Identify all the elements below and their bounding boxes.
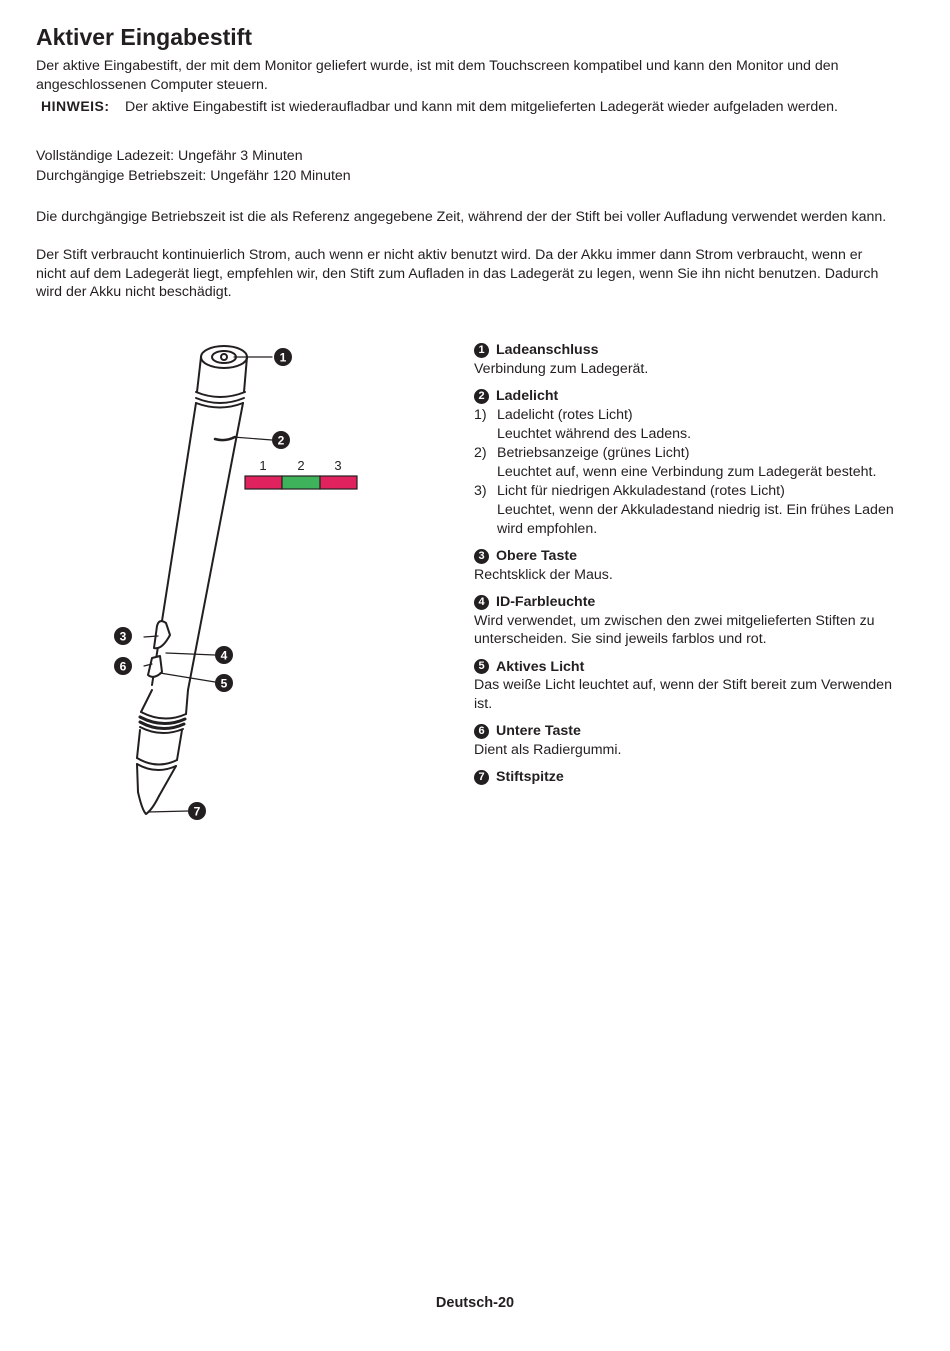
callout-7-label: 7 xyxy=(193,804,201,819)
legend-item-charge-light xyxy=(474,387,894,538)
upper-button xyxy=(154,621,170,648)
indicator-label-2: 2 xyxy=(297,458,305,473)
sub-item-label: Ladelicht (rotes Licht) xyxy=(497,406,633,423)
note-label: HINWEIS: xyxy=(41,98,110,114)
sub-item-label: Licht für niedrigen Akkuladestand (rotes Licht) xyxy=(497,482,785,499)
callout-5-label: 5 xyxy=(220,676,228,691)
light-indicator xyxy=(245,458,357,489)
callout-3-label: 3 xyxy=(119,629,127,644)
sub-item-label: Betriebsanzeige (grünes Licht) xyxy=(497,444,690,461)
callout-2 xyxy=(272,431,290,449)
charge-time: Vollständige Ladezeit: Ungefähr 3 Minuten xyxy=(36,148,303,164)
pen-barrel xyxy=(152,403,243,690)
callout-6-label: 6 xyxy=(119,659,127,674)
legend-number-3: 3 xyxy=(474,549,489,564)
legend-desc-4: Wird verwendet, um zwischen den zwei mitgelieferten Stiften zu unterscheiden. Sie sind jeweils farblos und rot. xyxy=(474,612,875,647)
callout-7 xyxy=(188,802,206,820)
run-time: Durchgängige Betriebszeit: Ungefähr 120 Minuten xyxy=(36,168,351,184)
legend-title-3: Obere Taste xyxy=(496,548,577,564)
legend-item-active-light xyxy=(474,658,894,714)
callout-4-label: 4 xyxy=(220,648,228,663)
callout-3 xyxy=(114,627,132,645)
sub-item-desc: Leuchtet während des Ladens. xyxy=(497,426,692,442)
indicator-label-3: 3 xyxy=(334,458,342,473)
sub-item xyxy=(474,482,894,539)
note-text: Der aktive Eingabestift ist wiederaufladbar und kann mit dem mitgelieferten Ladegerät wieder aufgeladen werden. xyxy=(125,99,838,115)
legend-number-7: 7 xyxy=(474,770,489,785)
sub-item xyxy=(474,406,894,444)
sub-item-number: 2) xyxy=(474,444,487,461)
indicator-segment-1 xyxy=(245,476,282,489)
runtime-paragraph: Die durchgängige Betriebszeit ist die als Referenz angegebene Zeit, während der der Stift bei voller Aufladung verwendet werden kann. xyxy=(36,209,887,225)
legend-title-2: Ladelicht xyxy=(496,388,559,404)
legend-desc-6: Dient als Radiergummi. xyxy=(474,741,622,758)
legend-title-6: Untere Taste xyxy=(496,723,581,739)
callout-2-label: 2 xyxy=(277,433,285,448)
legend-item-upper-button xyxy=(474,547,894,584)
callout-1-label: 1 xyxy=(279,350,287,365)
callout-4 xyxy=(215,646,233,664)
sub-item-number: 1) xyxy=(474,406,487,423)
callout-6 xyxy=(114,657,132,675)
intro-paragraph: Der aktive Eingabestift, der mit dem Monitor geliefert wurde, ist mit dem Touchscreen kompatibel und kann den Monitor und den angeschlossenen Computer steuern. xyxy=(36,58,839,93)
pen-illustration xyxy=(100,330,380,830)
legend-title-1: Ladeanschluss xyxy=(496,342,599,358)
indicator-label-1: 1 xyxy=(259,458,267,473)
legend-desc-3: Rechtsklick der Maus. xyxy=(474,566,613,583)
legend-number-5: 5 xyxy=(474,659,489,674)
charge-light xyxy=(215,437,235,440)
legend-item-lower-button xyxy=(474,722,894,759)
callout-5 xyxy=(215,674,233,692)
legend-title-5: Aktives Licht xyxy=(496,658,585,675)
legend-item-pen-tip xyxy=(474,768,894,787)
parts-legend xyxy=(474,341,894,796)
legend-title-4: ID-Farbleuchte xyxy=(496,594,596,610)
legend-number-6: 6 xyxy=(474,724,489,739)
legend-number-1: 1 xyxy=(474,343,489,358)
page-title: Aktiver Eingabestift xyxy=(36,24,252,50)
sub-item-desc: Leuchtet, wenn der Akkuladestand niedrig ist. Ein frühes Laden wird empfohlen. xyxy=(497,502,894,537)
sub-item xyxy=(474,444,894,482)
page-footer: Deutsch-20 xyxy=(435,1295,515,1311)
legend-item-charging-port xyxy=(474,341,894,378)
callout-1 xyxy=(274,348,292,366)
legend-desc-1: Verbindung zum Ladegerät. xyxy=(474,360,649,377)
power-paragraph: Der Stift verbraucht kontinuierlich Strom, auch wenn er nicht aktiv benutzt wird. Da der Akku immer dann Strom verbraucht, wenn er nicht auf dem Ladegerät liegt, empfehlen wir, den Stift zum Aufladen in das Ladegerät zu legen, wenn Sie ihn nicht benutzen. Dadurch wird der Akku nicht beschädigt. xyxy=(36,247,879,300)
legend-item-id-color-light xyxy=(474,593,894,649)
legend-desc-5: Das weiße Licht leuchtet auf, wenn der Stift bereit zum Verwenden ist. xyxy=(474,677,892,712)
pen-tip xyxy=(138,792,159,814)
indicator-segment-3 xyxy=(320,476,357,489)
sub-item-number: 3) xyxy=(474,482,487,499)
legend-title-7: Stiftspitze xyxy=(496,769,564,785)
lower-button xyxy=(148,656,162,677)
legend-number-2: 2 xyxy=(474,389,489,404)
indicator-segment-2 xyxy=(282,476,320,489)
legend-number-4: 4 xyxy=(474,595,489,610)
sub-item-desc: Leuchtet auf, wenn eine Verbindung zum Ladegerät besteht. xyxy=(497,464,877,480)
